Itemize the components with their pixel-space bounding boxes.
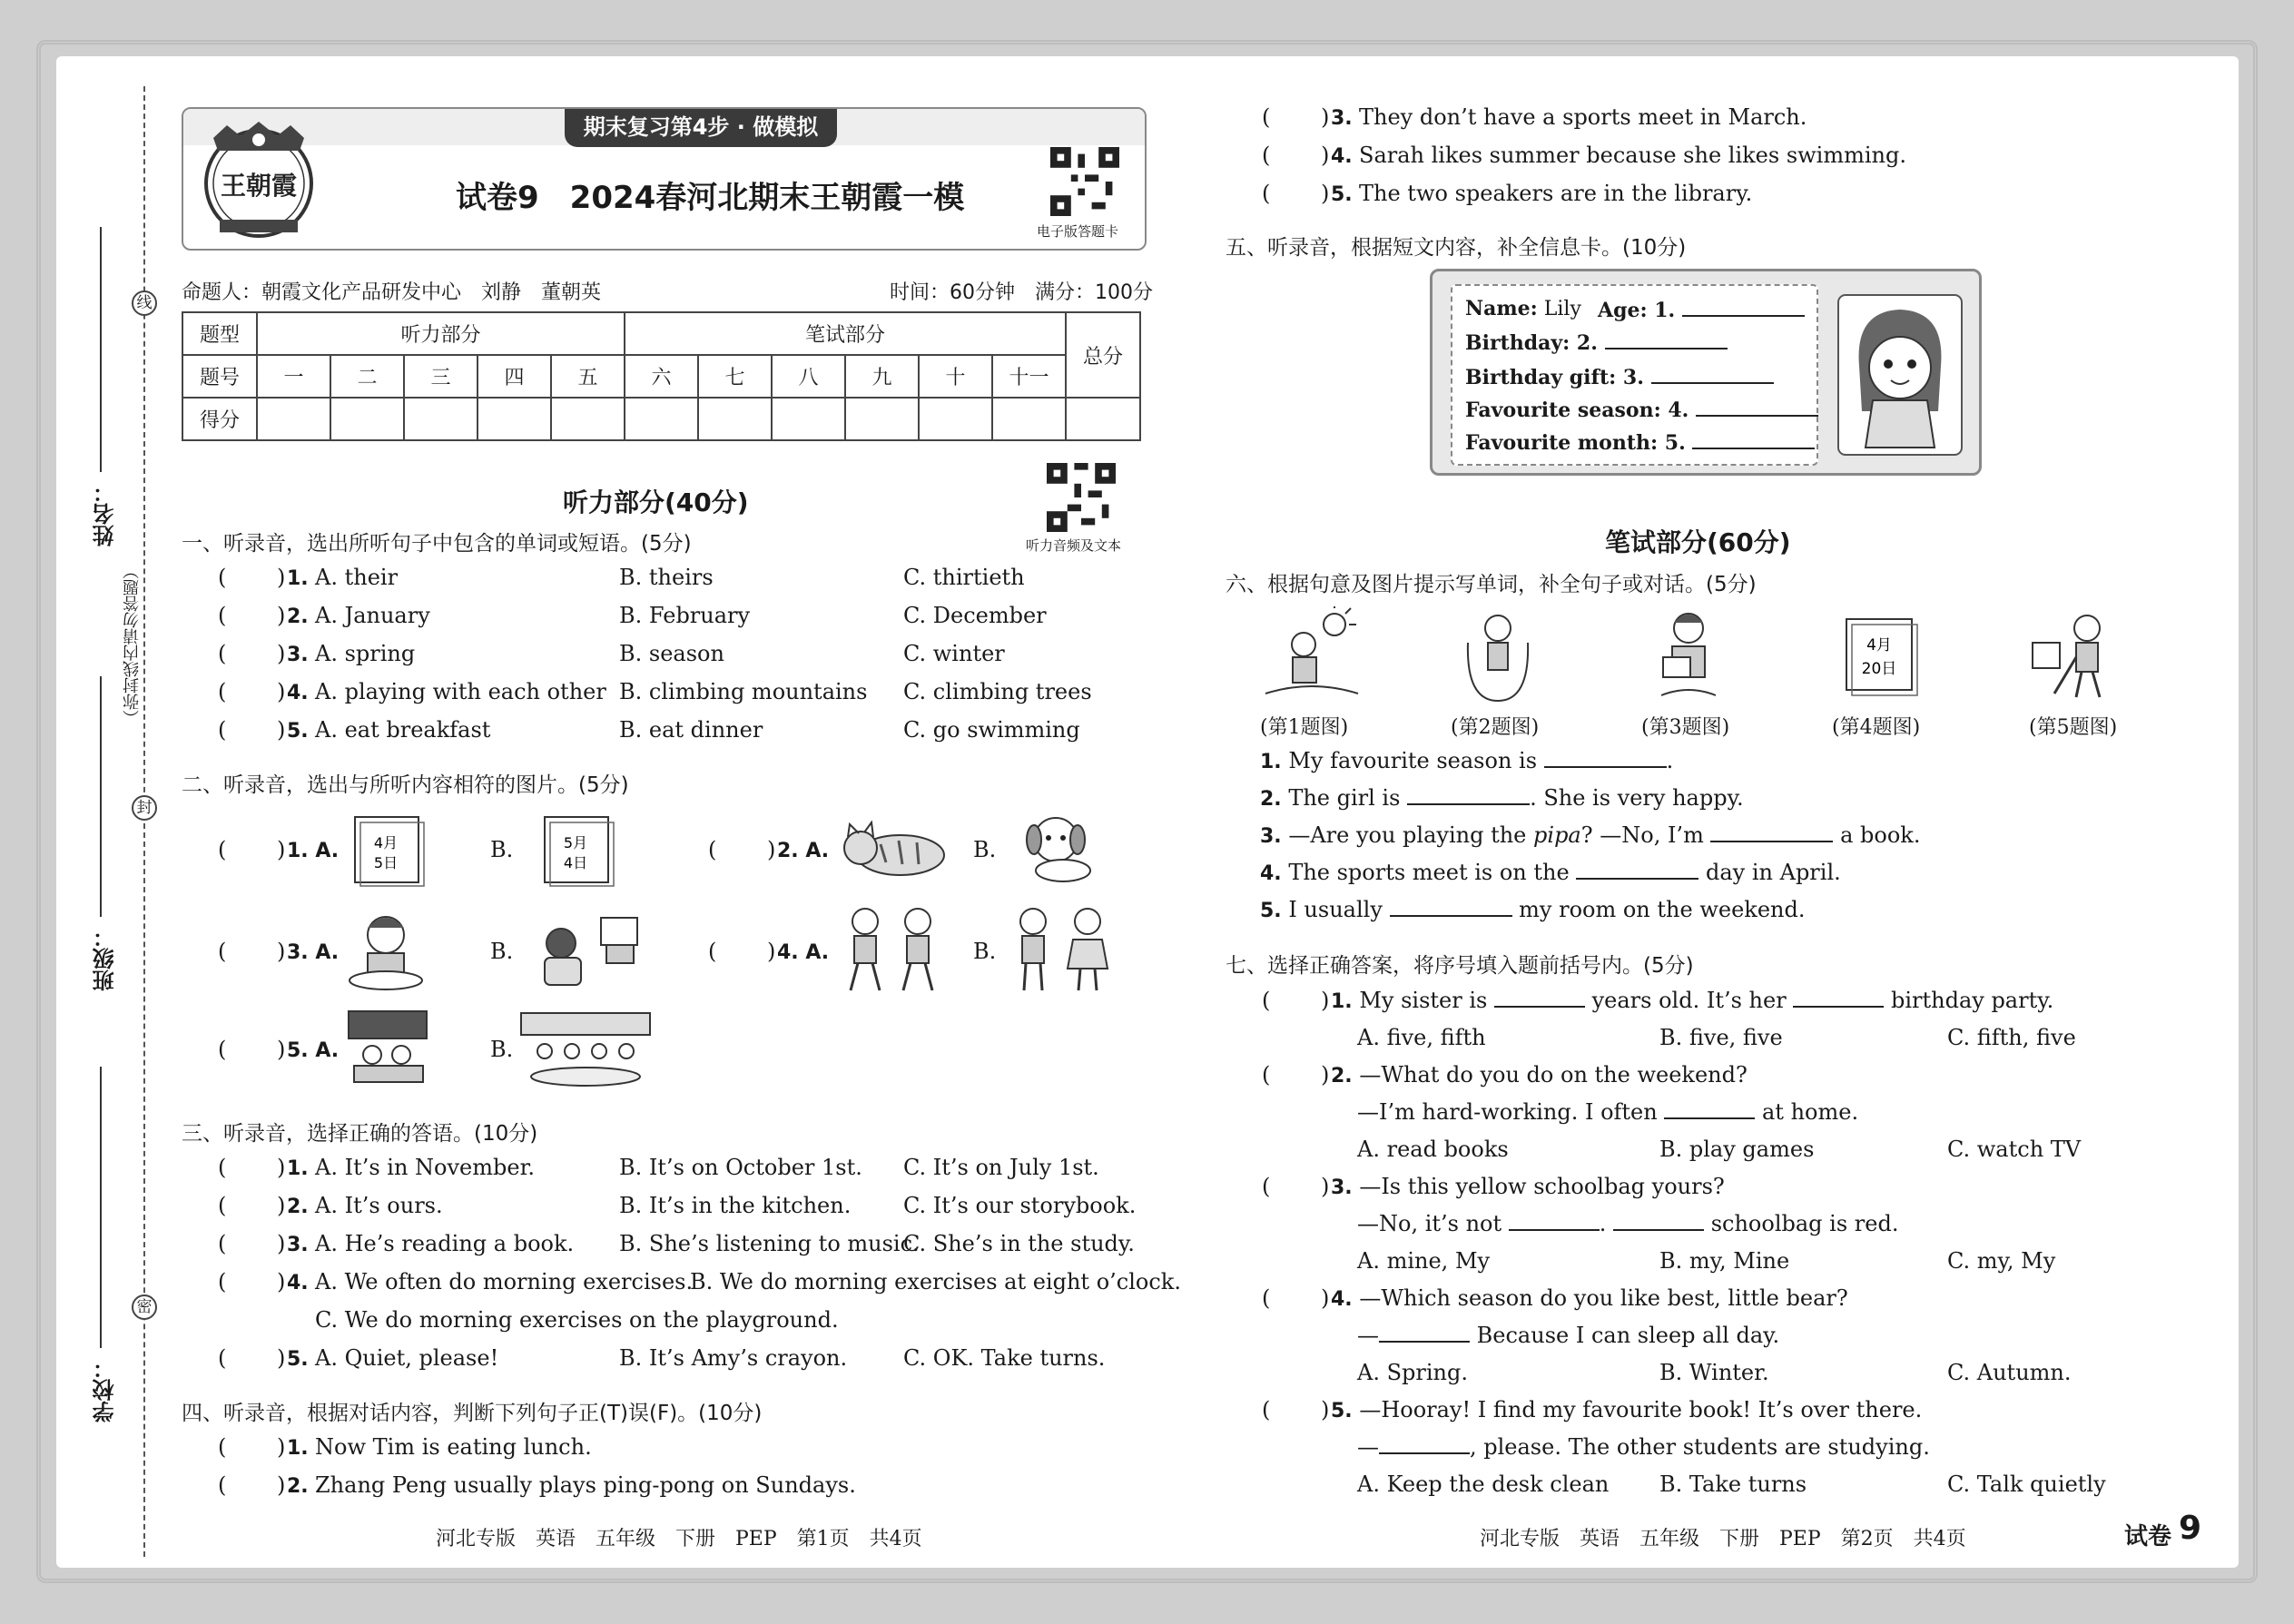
option-c: C. climbing trees bbox=[903, 679, 1092, 704]
season-label: Favourite season: 4. bbox=[1465, 399, 1689, 422]
answer-blank[interactable] bbox=[1390, 897, 1512, 917]
svg-text:20日: 20日 bbox=[1861, 660, 1897, 678]
q-number: 5. bbox=[1331, 183, 1353, 206]
boy-cleaning-icon bbox=[2029, 606, 2129, 706]
option-a: A. Quiet, please! bbox=[315, 1345, 499, 1371]
girl-avatar-icon bbox=[1836, 293, 1964, 457]
option-c: C. my, My bbox=[1947, 1248, 2056, 1274]
num-cell: 九 bbox=[845, 355, 919, 398]
q-number: 3. bbox=[1331, 107, 1353, 130]
score-cell[interactable] bbox=[330, 398, 404, 440]
section-2-title: 二、听录音，选出与所听内容相符的图片。(5分) bbox=[182, 773, 629, 797]
option-b: B. play games bbox=[1659, 1137, 1815, 1162]
answer-blank[interactable] bbox=[1494, 988, 1585, 1008]
section-6-title: 六、根据句意及图片提示写单词，补全句子或对话。(5分) bbox=[1226, 573, 1757, 596]
writing-title: 笔试部分(60分) bbox=[1605, 527, 1791, 557]
section-3-title: 三、听录音，选择正确的答语。(10分) bbox=[182, 1122, 538, 1146]
answer-blank[interactable] bbox=[1793, 988, 1884, 1008]
statement: Sarah likes summer because she likes swimming. bbox=[1359, 143, 1906, 168]
q-number: 2. A. bbox=[777, 840, 830, 862]
answer-blank[interactable] bbox=[1379, 1323, 1470, 1343]
option-b-label: B. bbox=[490, 1037, 514, 1062]
option-a: A. read books bbox=[1357, 1137, 1509, 1162]
option-b: B. February bbox=[619, 603, 751, 628]
option-a: A. eat breakfast bbox=[315, 717, 491, 743]
score-table bbox=[182, 311, 1141, 441]
school-line[interactable] bbox=[100, 1067, 102, 1348]
watching-tv-icon bbox=[537, 912, 646, 989]
option-b: B. season bbox=[619, 641, 724, 666]
score-cell[interactable] bbox=[919, 398, 992, 440]
caption-1: (第1题图) bbox=[1260, 716, 1349, 739]
option-c: C. Autumn. bbox=[1947, 1360, 2072, 1385]
girl-reading-icon bbox=[1643, 605, 1734, 704]
answer-blank[interactable] bbox=[1544, 748, 1667, 768]
footer-right: 河北专版 英语 五年级 下册 PEP 第2页 共4页 bbox=[1480, 1528, 1966, 1550]
footer-left: 河北专版 英语 五年级 下册 PEP 第1页 共4页 bbox=[436, 1528, 922, 1550]
q-number: 1. bbox=[287, 1437, 309, 1460]
name-value: Lily bbox=[1543, 298, 1581, 320]
option-b: B. It’s in the kitchen. bbox=[619, 1193, 852, 1218]
paper-badge-label: 试卷 bbox=[2124, 1523, 2172, 1550]
score-cell[interactable] bbox=[625, 398, 698, 440]
tag-feng: 封 bbox=[132, 795, 157, 821]
score-cell[interactable] bbox=[845, 398, 919, 440]
num-cell: 二 bbox=[330, 355, 404, 398]
num-cell: 六 bbox=[625, 355, 698, 398]
school-label: 学校： bbox=[93, 1357, 118, 1422]
num-cell: 十一 bbox=[992, 355, 1066, 398]
option-c: C. go swimming bbox=[903, 717, 1080, 743]
option-c: C. winter bbox=[903, 641, 1005, 666]
caption-3: (第3题图) bbox=[1641, 716, 1730, 739]
num-cell: 一 bbox=[257, 355, 330, 398]
info-card bbox=[1430, 269, 1982, 476]
season-blank[interactable] bbox=[1696, 397, 1818, 417]
option-b: B. eat dinner bbox=[619, 717, 763, 743]
playground-icon bbox=[517, 1009, 654, 1089]
authors: 命题人：朝霞文化产品研发中心 刘静 董朝英 bbox=[182, 281, 602, 304]
score-cell[interactable] bbox=[1066, 398, 1140, 440]
option-c: C. December bbox=[903, 603, 1047, 628]
statement: They don’t have a sports meet in March. bbox=[1359, 104, 1807, 130]
section-1-title: 一、听录音，选出所听句子中包含的单词或短语。(5分) bbox=[182, 532, 692, 556]
caption-5: (第5题图) bbox=[2029, 716, 2118, 739]
qr-label-answer-card: 电子版答题卡 bbox=[1037, 223, 1119, 240]
score-cell[interactable] bbox=[478, 398, 551, 440]
kids-singing-icon bbox=[1006, 903, 1115, 994]
answer-blank[interactable] bbox=[1509, 1211, 1600, 1231]
class-line[interactable] bbox=[100, 676, 102, 917]
score-cell[interactable] bbox=[257, 398, 330, 440]
gift-blank[interactable] bbox=[1651, 364, 1774, 384]
answer-blank[interactable] bbox=[1710, 822, 1833, 842]
exam-title: 试卷9 2024春河北期末王朝霞一模 bbox=[456, 180, 965, 216]
age-label: Age: 1. bbox=[1598, 299, 1676, 322]
tag-mi: 密 bbox=[132, 1294, 157, 1320]
option-a: A. spring bbox=[315, 641, 416, 666]
tag-xian: 线 bbox=[132, 290, 157, 316]
answer-blank[interactable] bbox=[1613, 1211, 1704, 1231]
exam-header bbox=[182, 107, 1147, 251]
answer-blank[interactable] bbox=[1576, 860, 1698, 880]
q-number: 3. bbox=[287, 644, 309, 666]
num-cell: 七 bbox=[698, 355, 772, 398]
birthday-label: Birthday: 2. bbox=[1465, 331, 1598, 355]
q-number: 3. A. bbox=[287, 941, 340, 964]
answer-blank[interactable] bbox=[1379, 1434, 1470, 1454]
q-number: 2. bbox=[287, 605, 309, 628]
cat-icon bbox=[835, 817, 953, 882]
month-blank[interactable] bbox=[1692, 429, 1815, 449]
svg-text:4月: 4月 bbox=[1866, 636, 1892, 655]
caption-4: (第4题图) bbox=[1832, 716, 1921, 739]
option-c: C. fifth, five bbox=[1947, 1025, 2076, 1050]
score-cell[interactable] bbox=[698, 398, 772, 440]
kids-playing-icon bbox=[831, 903, 953, 994]
q-number: 2. bbox=[287, 1475, 309, 1498]
section-4-title: 四、听录音，根据对话内容，判断下列句子正(T)误(F)。(10分) bbox=[182, 1402, 763, 1425]
option-b: B. Take turns bbox=[1659, 1471, 1807, 1497]
seal-note: （弥封线内请勿答题） bbox=[123, 563, 142, 726]
option-b: B. five, five bbox=[1659, 1025, 1783, 1050]
q-number: 4. bbox=[1331, 145, 1353, 168]
boy-eating-icon bbox=[340, 908, 431, 994]
option-a: A. mine, My bbox=[1357, 1248, 1491, 1274]
svg-text:5日: 5日 bbox=[373, 854, 399, 871]
q-number: 5. bbox=[287, 1348, 309, 1371]
brand-seal-logo bbox=[200, 118, 318, 241]
paper-badge-number: 9 bbox=[2179, 1510, 2202, 1547]
statement: Now Tim is eating lunch. bbox=[315, 1434, 592, 1460]
answer-blank[interactable] bbox=[1664, 1099, 1755, 1119]
calendar-april-icon bbox=[1841, 608, 1923, 704]
gift-label: Birthday gift: 3. bbox=[1465, 366, 1644, 389]
row-type-label: 题型 bbox=[182, 312, 257, 355]
option-a: A. We often do morning exercises. bbox=[315, 1269, 694, 1294]
option-a: A. It’s in November. bbox=[315, 1155, 536, 1180]
option-b: B. It’s Amy’s crayon. bbox=[619, 1345, 848, 1371]
name-label: 姓名： bbox=[93, 481, 118, 546]
score-cell[interactable] bbox=[772, 398, 845, 440]
caption-2: (第2题图) bbox=[1451, 716, 1540, 739]
q-number: 1. A. bbox=[287, 840, 340, 862]
time-score: 时间：60分钟 满分：100分 bbox=[890, 281, 1153, 304]
writing-header: 笔试部分 bbox=[625, 312, 1066, 355]
name-label: Name: bbox=[1465, 297, 1538, 320]
option-a: A. Keep the desk clean bbox=[1357, 1471, 1610, 1497]
statement: The two speakers are in the library. bbox=[1359, 181, 1753, 206]
score-cell[interactable] bbox=[404, 398, 478, 440]
section-7-title: 七、选择正确答案，将序号填入题前括号内。(5分) bbox=[1226, 954, 1694, 978]
option-a: A. their bbox=[315, 565, 399, 590]
option-c: C. She’s in the study. bbox=[903, 1231, 1135, 1256]
num-cell: 四 bbox=[478, 355, 551, 398]
month-label: Favourite month: 5. bbox=[1465, 431, 1686, 455]
option-b: B. She’s listening to music. bbox=[619, 1231, 920, 1256]
listening-header: 听力部分 bbox=[257, 312, 625, 355]
q-number: 4. bbox=[287, 1272, 309, 1294]
classroom-icon bbox=[345, 1008, 431, 1088]
svg-text:4日: 4日 bbox=[563, 854, 588, 871]
option-b: B. It’s on October 1st. bbox=[619, 1155, 862, 1180]
option-a: A. January bbox=[315, 603, 430, 628]
q-number: 1. bbox=[287, 1157, 309, 1180]
option-c: C. thirtieth bbox=[903, 565, 1025, 590]
option-a: A. It’s ours. bbox=[315, 1193, 443, 1218]
option-a: A. five, fifth bbox=[1357, 1025, 1486, 1050]
option-a: A. Spring. bbox=[1357, 1360, 1468, 1385]
option-c: C. We do morning exercises on the playground. bbox=[315, 1307, 839, 1333]
svg-text:5月: 5月 bbox=[563, 834, 588, 851]
row-num-label: 题号 bbox=[182, 355, 257, 398]
q-number: 4. bbox=[287, 682, 309, 704]
option-b-label: B. bbox=[973, 837, 997, 862]
option-b: B. We do morning exercises at eight o’clock. bbox=[690, 1269, 1181, 1294]
calendar-icon bbox=[348, 808, 429, 890]
review-step-tag: 期末复习第4步 · 做模拟 bbox=[565, 109, 837, 147]
option-b-label: B. bbox=[490, 837, 514, 862]
class-label: 班级： bbox=[93, 926, 118, 991]
option-b: B. theirs bbox=[619, 565, 714, 590]
num-cell: 十 bbox=[919, 355, 992, 398]
option-c: C. It’s our storybook. bbox=[903, 1193, 1137, 1218]
total-header: 总分 bbox=[1066, 312, 1140, 398]
answer-blank[interactable] bbox=[1407, 785, 1530, 805]
option-c: C. OK. Take turns. bbox=[903, 1345, 1106, 1371]
calendar-icon bbox=[537, 808, 619, 890]
girl-jumping-rope-icon bbox=[1457, 606, 1539, 706]
q-number: 3. bbox=[287, 1234, 309, 1256]
seal-text: 王朝霞 bbox=[220, 171, 298, 201]
num-cell: 五 bbox=[551, 355, 625, 398]
q-number: 5. bbox=[287, 720, 309, 743]
option-a: A. He’s reading a book. bbox=[315, 1231, 575, 1256]
statement: Zhang Peng usually plays ping-pong on Sundays. bbox=[315, 1472, 856, 1498]
num-cell: 八 bbox=[772, 355, 845, 398]
num-cell: 三 bbox=[404, 355, 478, 398]
option-b: B. climbing mountains bbox=[619, 679, 868, 704]
q-number: 4. A. bbox=[777, 941, 830, 964]
q-number: 5. A. bbox=[287, 1039, 340, 1062]
score-cell[interactable] bbox=[551, 398, 625, 440]
name-line[interactable] bbox=[100, 227, 102, 472]
qr-code-answer-card[interactable] bbox=[1050, 147, 1119, 216]
option-b-label: B. bbox=[490, 939, 514, 964]
qr-code-audio[interactable] bbox=[1047, 463, 1116, 532]
option-c: C. It’s on July 1st. bbox=[903, 1155, 1099, 1180]
option-c: C. Talk quietly bbox=[1947, 1471, 2106, 1497]
age-blank[interactable] bbox=[1682, 297, 1805, 317]
listening-title: 听力部分(40分) bbox=[563, 487, 749, 517]
section-5-title: 五、听录音，根据短文内容，补全信息卡。(10分) bbox=[1226, 236, 1687, 260]
svg-text:4月: 4月 bbox=[373, 834, 399, 851]
score-cell[interactable] bbox=[992, 398, 1066, 440]
option-b: B. Winter. bbox=[1659, 1360, 1769, 1385]
option-b: B. my, Mine bbox=[1659, 1248, 1790, 1274]
qr-label-audio: 听力音频及文本 bbox=[1026, 537, 1122, 554]
q-number: 2. bbox=[287, 1196, 309, 1218]
summer-beach-icon bbox=[1262, 606, 1362, 706]
option-b-label: B. bbox=[973, 939, 997, 964]
birthday-blank[interactable] bbox=[1605, 330, 1728, 349]
option-a: A. playing with each other bbox=[315, 679, 606, 704]
row-score-label: 得分 bbox=[182, 398, 257, 440]
dog-icon bbox=[1012, 812, 1103, 885]
option-c: C. watch TV bbox=[1947, 1137, 2082, 1162]
q-number: 1. bbox=[287, 567, 309, 590]
